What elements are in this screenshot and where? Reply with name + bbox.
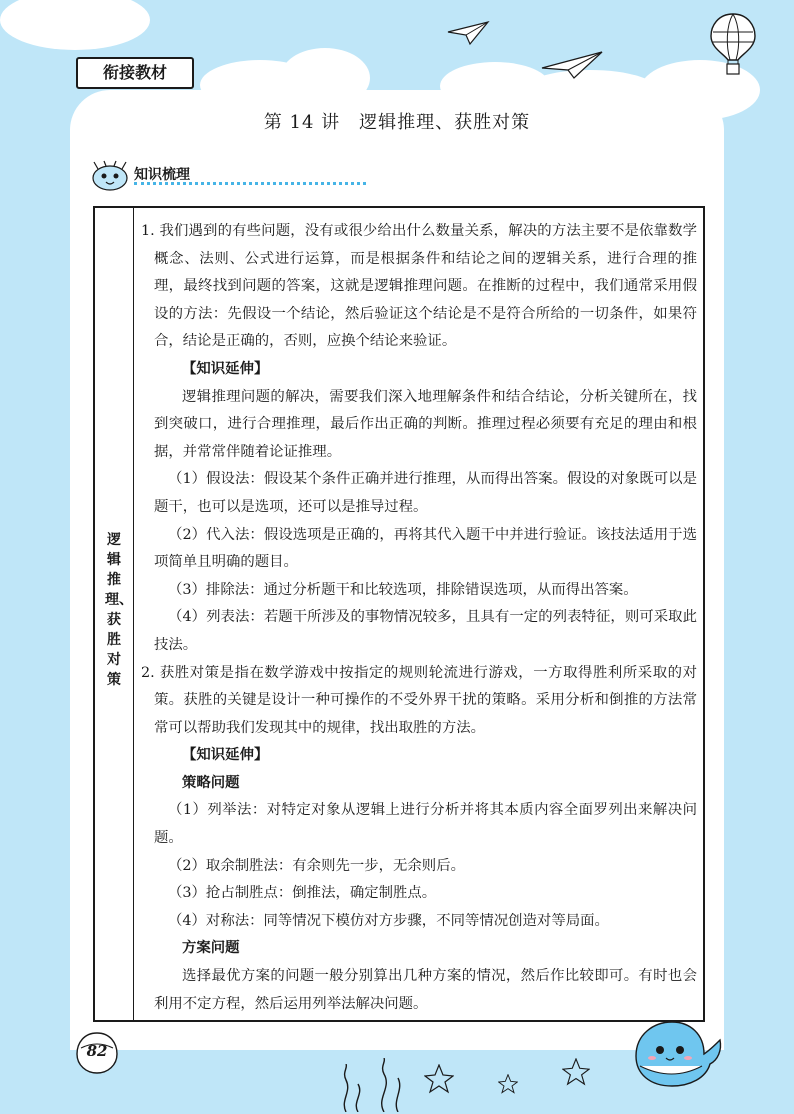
starfish-icon	[498, 1074, 518, 1094]
method-elimination: （3）排除法：通过分析题干和比较选项，排除错误选项，从而得出答案。	[168, 581, 638, 598]
extension-heading: 【知识延伸】	[182, 747, 269, 764]
plan-text: 选择最优方案的问题一般分别算出几种方案的情况，然后作比较即可。有时也会利用不定方程，然后运用列举法解决问题。	[154, 968, 697, 1012]
method-assumption: （1）假设法：假设某个条件正确并进行推理，从而得出答案。假设的对象既可以是题干，也可以是选项，还可以是推导过程。	[154, 471, 697, 515]
topic-column	[95, 208, 134, 1020]
left-margin-background	[0, 0, 75, 1114]
strategy-winning-point: （3）抢占制胜点：倒推法，确定制胜点。	[168, 885, 437, 902]
right-margin-background	[719, 0, 794, 1114]
starfish-icon	[562, 1058, 590, 1086]
section-heading	[88, 160, 288, 188]
method-table: （4）列表法：若题干所涉及的事物情况较多，且具有一定的列表特征，则可采取此技法。	[154, 609, 697, 653]
plan-heading: 方案问题	[182, 940, 240, 957]
starfish-icon	[424, 1064, 454, 1094]
content-column	[141, 218, 697, 1018]
section-label: 知识梳理	[134, 167, 190, 183]
page-number-badge	[74, 1030, 120, 1076]
point-2: 2. 获胜对策是指在数学游戏中按指定的规则轮流进行游戏，一方取得胜利所采取的对策。获胜的关键是设计一种可操作的不受外界干扰的策略。采用分析和倒推的方法常常可以帮助我们发现其中的规律，找出取胜的方法。	[141, 664, 697, 736]
lesson-title: 第 14 讲 逻辑推理、获胜对策	[263, 112, 531, 133]
hot-air-balloon-icon	[708, 12, 758, 76]
strategy-symmetry: （4）对称法：同等情况下模仿对方步骤，不同等情况创造对等局面。	[168, 912, 609, 929]
strategy-enumeration: （1）列举法：对特定对象从逻辑上进行分析并将其本质内容全面罗列出来解决问题。	[154, 802, 697, 847]
extension-heading: 【知识延伸】	[182, 360, 269, 377]
cloud	[280, 48, 370, 108]
seaweed-icon	[338, 1064, 368, 1112]
strategy-heading: 策略问题	[182, 774, 240, 791]
point-1: 1. 我们遇到的有些问题，没有或很少给出什么数量关系，解决的方法主要不是依靠数学概念、法则、公式进行运算，而是根据条件和结论之间的逻辑关系，进行合理的推理，最终找到问题的答案，这就是逻辑推理问题。在推断的过程中，我们通常采用假设的方法：先假设一个结论，然后验证这个结论是不是符合所给的一切条件，如果符合，结论是正确的，否则，应换个结论来验证。	[141, 223, 697, 350]
paper-plane-icon	[540, 48, 604, 80]
seaweed-icon	[374, 1058, 408, 1112]
knowledge-table	[93, 206, 705, 1022]
mascot-icon	[88, 160, 132, 192]
paper-plane-icon	[446, 20, 490, 46]
page-number: 82	[86, 1042, 108, 1060]
textbook-tag: 衔接教材	[76, 57, 194, 89]
method-substitution: （2）代入法：假设选项是正确的，再将其代入题干中并进行验证。该技法适用于选项简单且明确的题目。	[154, 526, 697, 571]
extension-text: 逻辑推理问题的解决，需要我们深入地理解条件和结合结论，分析关键所在，找到突破口，进行合理推理，最后作出正确的判断。推理过程必须要有充足的理由和根据，并常常伴随着论证推理。	[154, 388, 697, 460]
topic-label: 逻辑推理、获胜对策	[105, 532, 133, 688]
strategy-remainder: （2）取余制胜法：有余则先一步，无余则后。	[168, 857, 465, 874]
section-underline	[134, 182, 366, 185]
whale-icon	[630, 1016, 726, 1088]
